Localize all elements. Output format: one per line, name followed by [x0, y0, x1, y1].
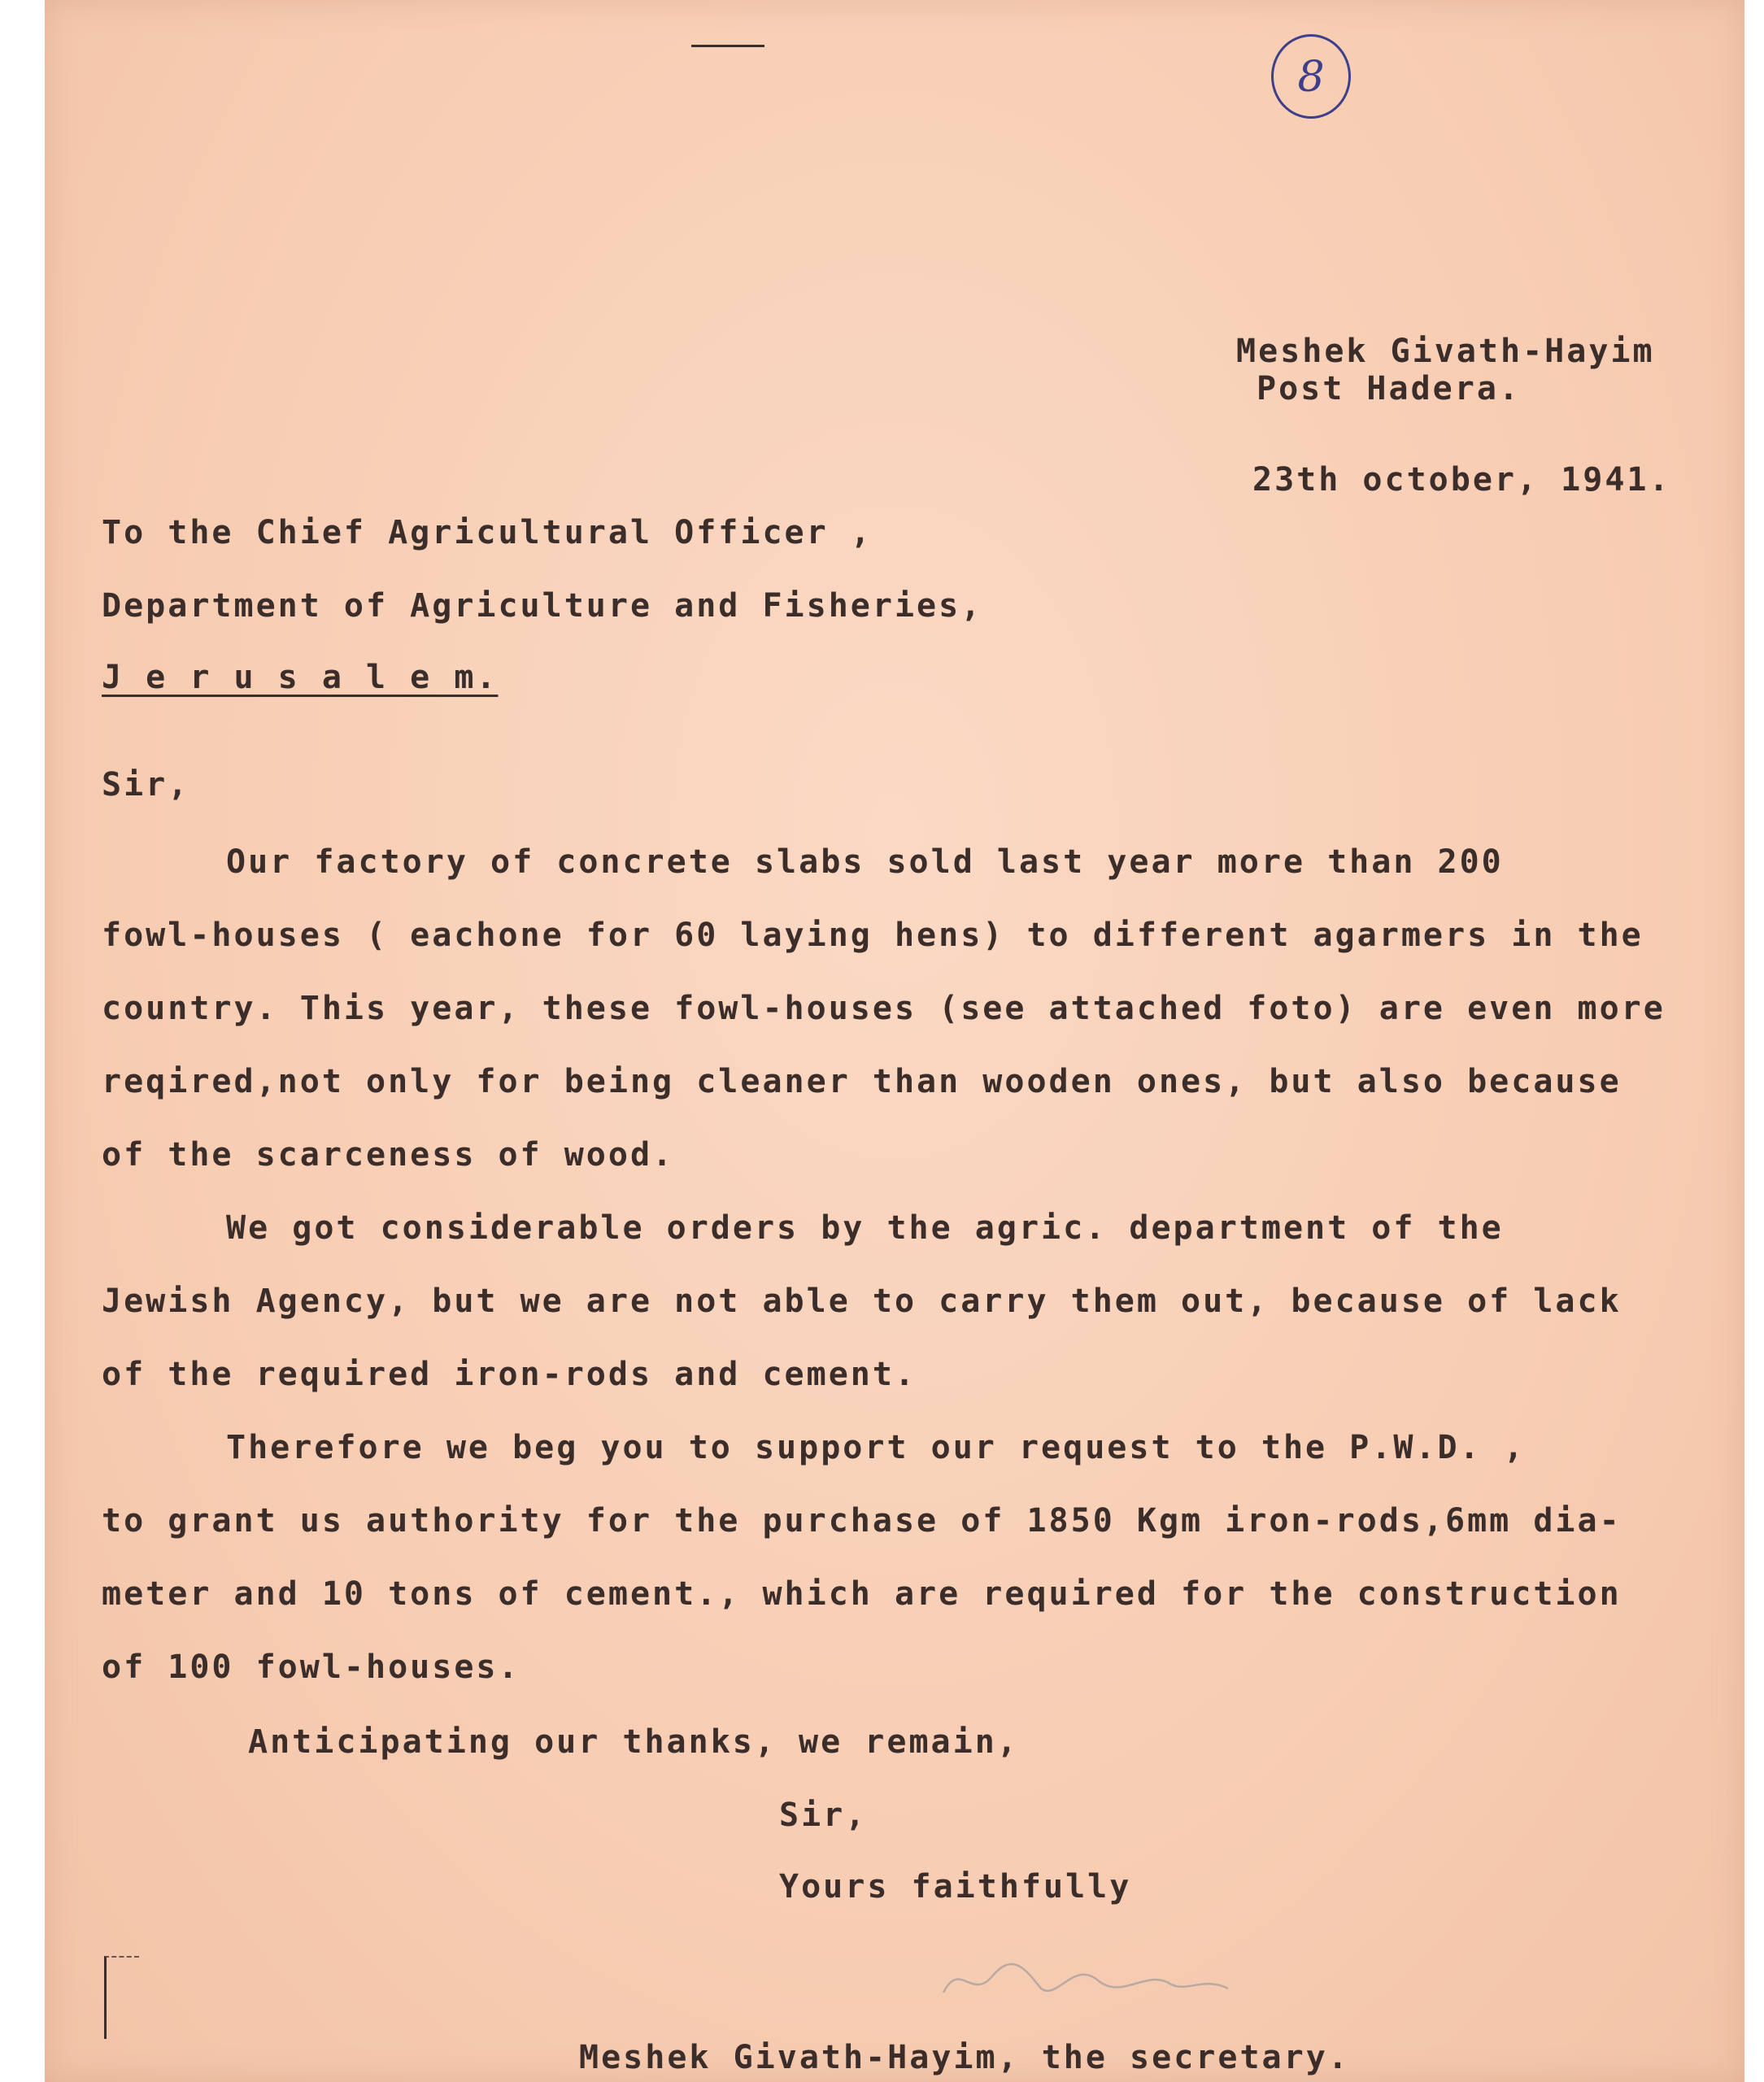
- sender-line-2: Post Hadera.: [1257, 370, 1521, 407]
- body-line-11: meter and 10 tons of cement., which are required for the construction: [102, 1575, 1622, 1613]
- closing-line-2: Sir,: [779, 1797, 868, 1834]
- body-line-4: reqired,not only for being cleaner than wooden ones, but also because: [102, 1063, 1622, 1100]
- corner-bracket-mark: [104, 1956, 139, 2039]
- sender-line-1: Meshek Givath-Hayim: [1236, 333, 1655, 370]
- top-dash-mark: [691, 45, 764, 47]
- closing-line-1: Anticipating our thanks, we remain,: [248, 1723, 1019, 1761]
- body-line-3: country. This year, these fowl-houses (see attached foto) are even more: [102, 990, 1666, 1027]
- letter-date: 23th october, 1941.: [1252, 461, 1671, 499]
- body-line-12: of 100 fowl-houses.: [102, 1649, 520, 1686]
- signatory-line: Meshek Givath-Hayim, the secretary.: [579, 2039, 1350, 2076]
- folio-number: 8: [1297, 53, 1325, 102]
- salutation: Sir,: [102, 766, 190, 804]
- body-line-1: Our factory of concrete slabs sold last year more than 200: [226, 843, 1504, 881]
- body-line-5: of the scarceness of wood.: [102, 1136, 675, 1174]
- body-line-6: We got considerable orders by the agric. department of the: [226, 1209, 1504, 1247]
- closing-line-3: Yours faithfully: [779, 1868, 1132, 1906]
- recipient-line-1: To the Chief Agricultural Officer ,: [102, 514, 873, 551]
- body-line-10: to grant us authority for the purchase of 1850 Kgm iron-rods,6mm dia-: [102, 1502, 1622, 1540]
- handwritten-signature: [935, 1944, 1244, 2009]
- letter-page: [45, 0, 1744, 2082]
- recipient-city: J e r u s a l e m.: [102, 659, 499, 696]
- folio-number-circle: [1271, 34, 1351, 119]
- body-line-7: Jewish Agency, but we are not able to carry them out, because of lack: [102, 1283, 1622, 1320]
- recipient-line-2: Department of Agriculture and Fisheries,: [102, 587, 983, 625]
- body-line-2: fowl-houses ( eachone for 60 laying hens) to different agarmers in the: [102, 917, 1644, 954]
- body-line-8: of the required iron-rods and cement.: [102, 1356, 917, 1393]
- body-line-9: Therefore we beg you to support our request to the P.W.D. ,: [226, 1429, 1526, 1466]
